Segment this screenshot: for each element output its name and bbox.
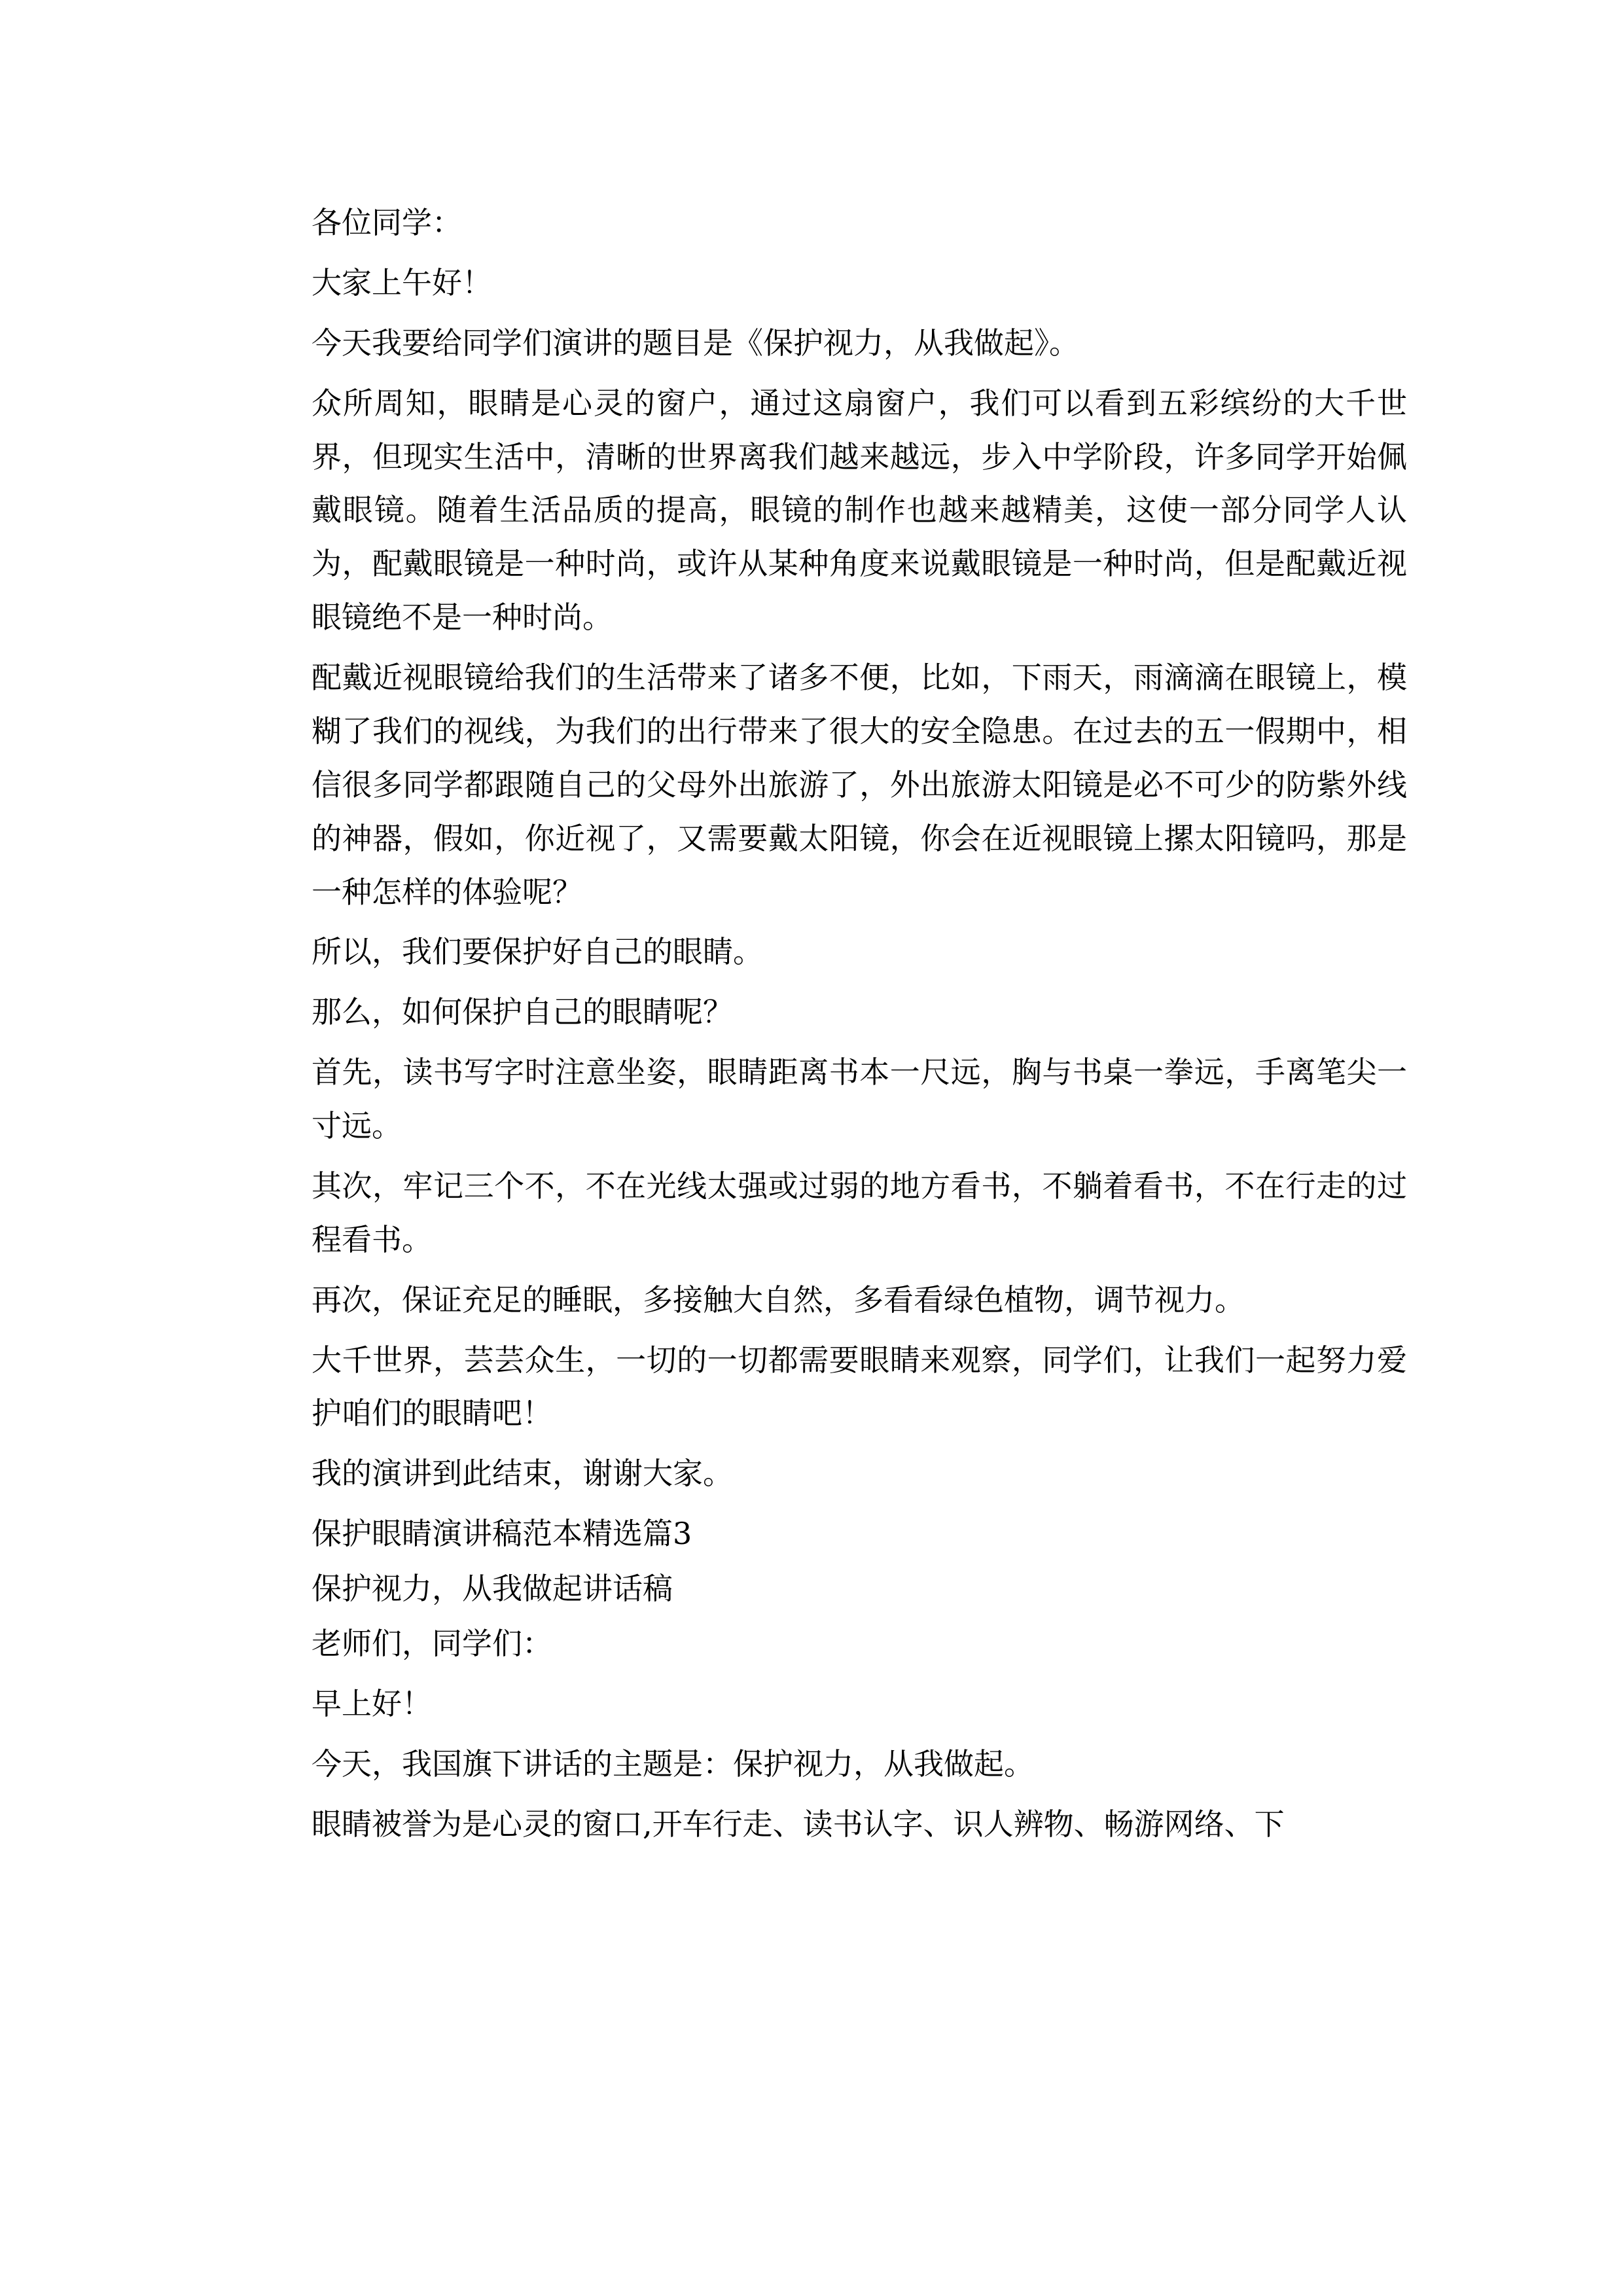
paragraph-body-1: 众所周知，眼睛是心灵的窗户，通过这扇窗户，我们可以看到五彩缤纷的大千世界，但现实生活中，清晰的世界离我们越来越远，步入中学阶段，许多同学开始佩戴眼镜。随着生活品质的提高，眼镜的制作也越来越精美，这使一部分同学人认为，配戴眼镜是一种时尚，或许从某种角度来说戴眼镜是一种时尚，但是配戴近视眼镜绝不是一种时尚。: [312, 385, 1407, 636]
paragraph-topic: 今天我要给同学们演讲的题目是《保护视力，从我做起》。: [312, 325, 1079, 361]
paragraph-closing: 我的演讲到此结束，谢谢大家。: [312, 1456, 733, 1492]
paragraph-greeting-2: 早上好！: [312, 1685, 432, 1721]
paragraph-body-3: 所以，我们要保护好自己的眼睛。: [312, 934, 763, 970]
paragraph-body-9: 眼睛被誉为是心灵的窗口,开车行走、读书认字、识人辨物、畅游网络、下: [312, 1806, 1285, 1842]
paragraph-body-8: 大千世界，芸芸众生，一切的一切都需要眼睛来观察，同学们，让我们一起努力爱护咱们的眼睛吧！: [312, 1342, 1407, 1431]
paragraph-body-2: 配戴近视眼镜给我们的生活带来了诸多不便，比如，下雨天，雨滴滴在眼镜上，模糊了我们的视线，为我们的出行带来了很大的安全隐患。在过去的五一假期中，相信很多同学都跟随自己的父母外出旅游了，外出旅游太阳镜是必不可少的防紫外线的神器，假如，你近视了，又需要戴太阳镜，你会在近视眼镜上摞太阳镜吗，那是一种怎样的体验呢？: [312, 660, 1407, 910]
section-heading: 保护眼睛演讲稿范本精选篇3: [312, 1516, 692, 1552]
paragraph-greeting: 大家上午好！: [312, 264, 492, 300]
document-body: [281, 196, 1407, 1851]
section-subtitle: 保护视力，从我做起讲话稿: [312, 1571, 673, 1606]
paragraph-topic-2: 今天，我国旗下讲话的主题是：保护视力，从我做起。: [312, 1746, 1034, 1782]
paragraph-body-6: 其次，牢记三个不，不在光线太强或过弱的地方看书，不躺着看书，不在行走的过程看书。: [312, 1168, 1407, 1257]
paragraph-body-7: 再次，保证充足的睡眠，多接触大自然，多看看绿色植物，调节视力。: [312, 1282, 1245, 1318]
paragraph-salutation: 各位同学：: [312, 205, 462, 240]
paragraph-salutation-2: 老师们，同学们：: [312, 1625, 552, 1661]
paragraph-body-5: 首先，读书写字时注意坐姿，眼睛距离书本一尺远，胸与书桌一拳远，手离笔尖一寸远。: [312, 1054, 1407, 1143]
paragraph-body-4: 那么，如何保护自己的眼睛呢？: [312, 994, 733, 1030]
